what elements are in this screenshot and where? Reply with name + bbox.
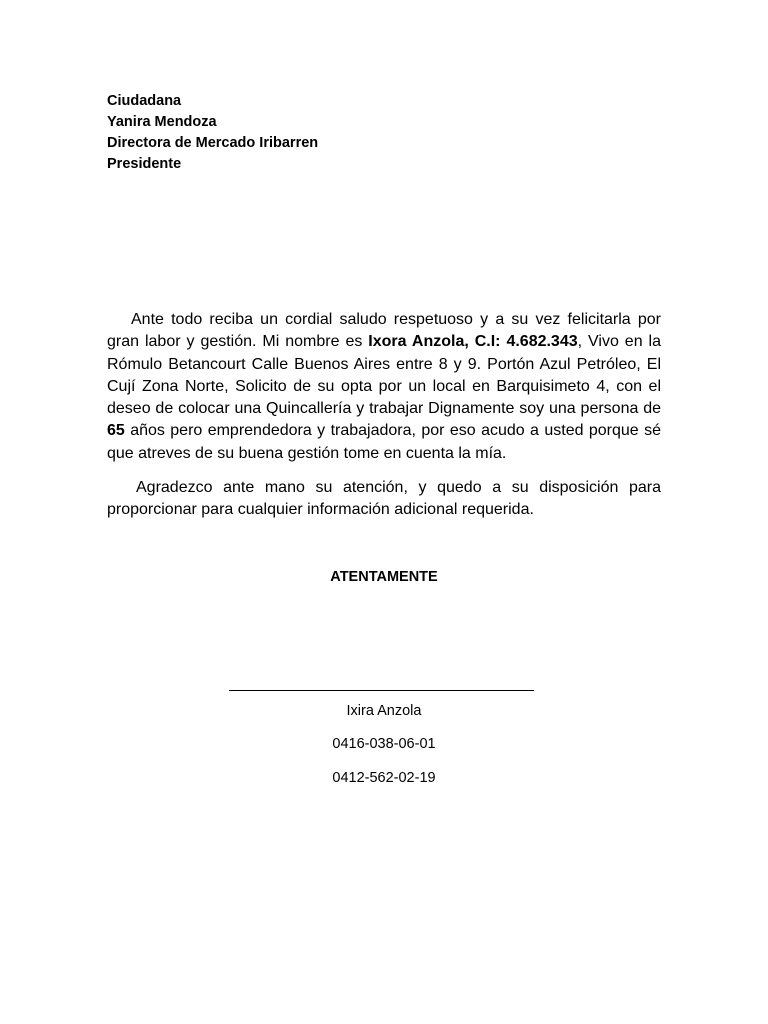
signer-phone-2: 0412-562-02-19 bbox=[332, 770, 436, 786]
sender-age: 65 bbox=[107, 422, 125, 440]
addressee-position: Directora de Mercado Iribarren bbox=[107, 135, 319, 151]
paragraph-1-text-b: , Vivo en la Rómulo Betancourt Calle Buenos Aires entre 8 y 9. Portón Azul Petróleo, El Cují Zona Norte, Solicito de su opta por un local en Barquisimeto 4, con el deseo de colocar una Quincallería y trabajar Dignamente soy una persona de bbox=[107, 333, 661, 418]
body-paragraph-1 bbox=[107, 309, 661, 465]
body-paragraph-2: Agradezco ante mano su atención, y quedo a su disposición para proporcionar para cualquier información adicional requerida. bbox=[107, 479, 661, 519]
paragraph-1-text-c: años pero emprendedora y trabajadora, por eso acudo a usted porque sé que atreves de su buena gestión tome en cuenta la mía. bbox=[107, 422, 661, 462]
addressee-title: Presidente bbox=[107, 156, 182, 172]
paragraph-1-text-a: Ante todo reciba un cordial saludo respetuoso y a su vez felicitarla por gran labor y gestión. Mi nombre es bbox=[107, 311, 661, 351]
addressee-block bbox=[107, 91, 318, 175]
signer-phone-1: 0416-038-06-01 bbox=[332, 736, 436, 752]
addressee-name: Yanira Mendoza bbox=[107, 114, 217, 130]
addressee-salutation: Ciudadana bbox=[107, 93, 182, 109]
signer-name: Ixira Anzola bbox=[346, 703, 422, 719]
signature-line bbox=[229, 690, 534, 691]
sender-name-id: Ixora Anzola, C.I: 4.682.343 bbox=[368, 333, 578, 351]
letter-body bbox=[107, 309, 661, 522]
closing-text: ATENTAMENTE bbox=[330, 569, 438, 585]
